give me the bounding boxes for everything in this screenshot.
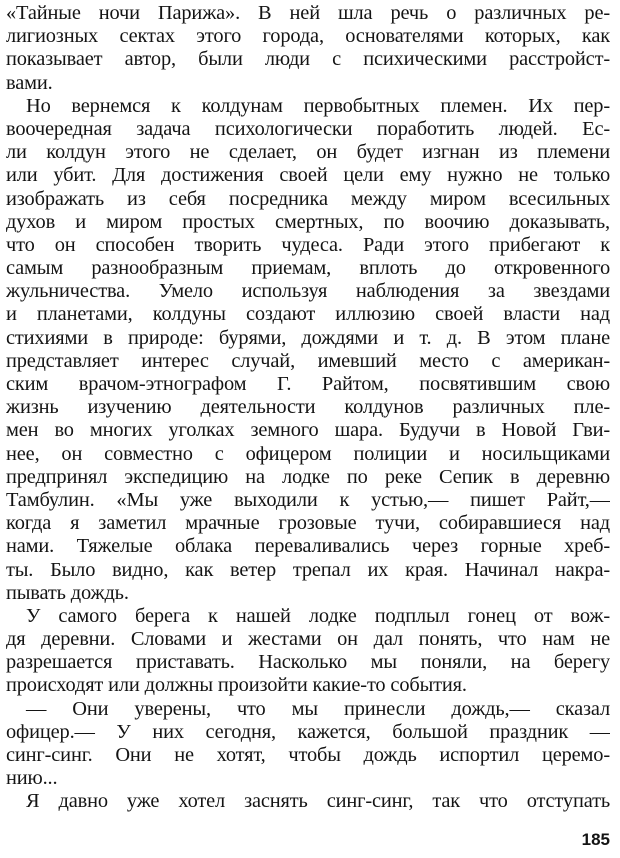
text-line: изображать из себя посредника между миром всесильных (6, 187, 610, 210)
text-line: когда я заметил мрачные грозовые тучи, собиравшиеся над (6, 512, 610, 535)
text-line: «Тайные ночи Парижа». В ней шла речь о различных ре- (6, 2, 610, 24)
text-line: офицер.— У них сегодня, кажется, большой праздник — (6, 720, 610, 743)
text-line: нами. Тяжелые облака переваливались через горные хреб- (6, 535, 610, 558)
paragraph-first-line: Я давно уже хотел заснять синг-синг, так что отступать (26, 790, 610, 813)
text-line: нию... (6, 767, 58, 790)
paragraph-first-line: У самого берега к нашей лодке подплыл гонец от вож- (26, 604, 610, 627)
text-line: предпринял экспедицию на лодке по реке Сепик в деревню (6, 465, 610, 488)
text-line: лигиозных сектах этого города, основателями которых, как (6, 25, 610, 48)
text-line: разрешается приставать. Насколько мы поняли, на берегу (6, 651, 610, 674)
text-line: представляет интерес случай, имевший место с американ- (6, 349, 610, 372)
text-line: нее, он совместно с офицером полиции и носильщиками (6, 442, 610, 465)
text-line: воочередная задача психологически поработить людей. Ес- (6, 117, 610, 140)
text-line: самым разнообразным приемам, вплоть до откровенного (6, 257, 610, 280)
page-number: 185 (581, 830, 610, 849)
text-line: что он способен творить чудеса. Ради этого прибегают к (6, 233, 610, 256)
body-text (6, 2, 610, 814)
text-line: духов и миром простых смертных, по воочию доказывать, (6, 210, 610, 233)
text-line: ли колдун этого не сделает, он будет изгнан из племени (6, 141, 610, 164)
paragraph-first-line: Но вернемся к колдунам первобытных племен. Их пер- (26, 94, 610, 117)
text-line: происходят или должны произойти какие-то события. (6, 674, 467, 697)
text-line: стихиями в природе: бурями, дождями и т. д. В этом плане (6, 326, 610, 349)
text-line: или убит. Для достижения своей цели ему нужно не только (6, 164, 610, 187)
text-line: синг-синг. Они не хотят, чтобы дождь испортил церемо- (6, 744, 610, 766)
text-line: пывать дождь. (6, 581, 129, 604)
text-line: Тамбулин. «Мы уже выходили к устью,— пишет Райт,— (6, 488, 610, 511)
text-line: мен во многих уголках земного шара. Будучи в Новой Гви- (6, 419, 610, 442)
text-line: показывает автор, были люди с психическими расстройст- (6, 48, 610, 71)
text-line: жульничества. Умело используя наблюдения за звездами (6, 280, 610, 303)
text-line: и планетами, колдуны создают иллюзию своей власти над (6, 303, 610, 326)
paragraph-first-line: — Они уверены, что мы принесли дождь,— сказал (26, 697, 610, 720)
text-line: ты. Было видно, как ветер трепал их края. Начинал накра- (6, 558, 610, 581)
text-line: жизнь изучению деятельности колдунов различных пле- (6, 396, 610, 419)
text-line: ским врачом-этнографом Г. Райтом, посвятившим свою (6, 373, 610, 395)
text-line: дя деревни. Словами и жестами он дал понять, что нам не (6, 628, 610, 651)
text-line: вами. (6, 71, 53, 94)
